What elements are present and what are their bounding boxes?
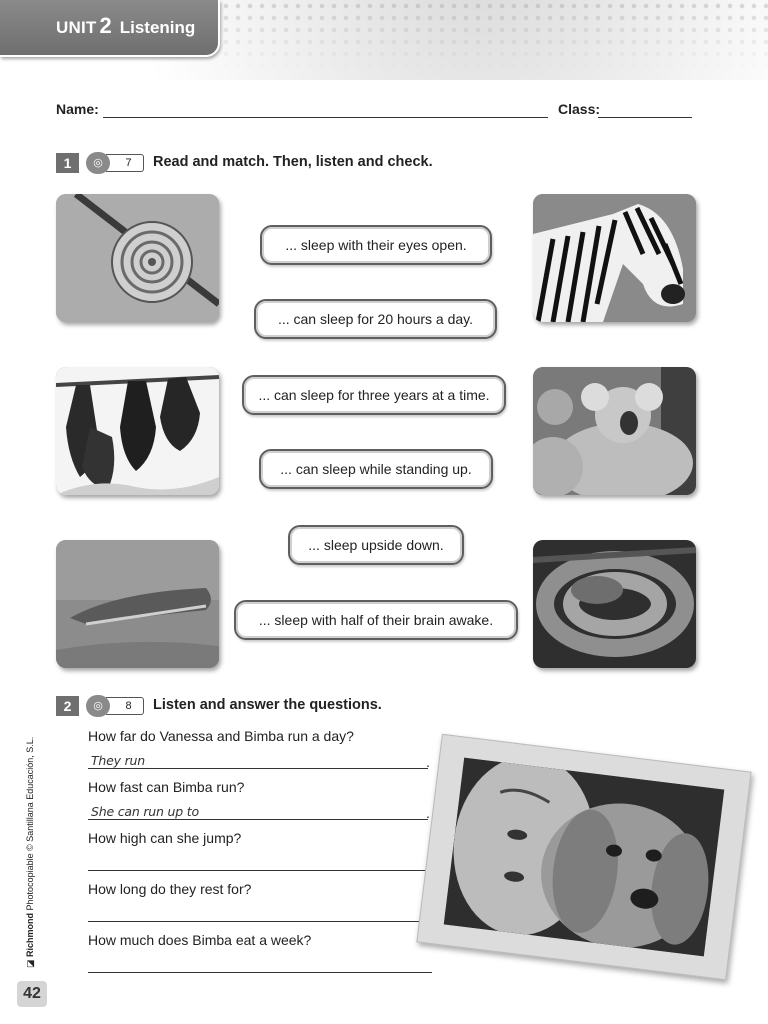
question-text: How long do they rest for? (88, 881, 252, 897)
unit-label: UNIT (56, 18, 97, 37)
phrase-card[interactable]: ... sleep with their eyes open. (260, 225, 492, 265)
class-label: Class: (558, 101, 601, 117)
cd-icon: ◎ (86, 695, 110, 717)
exercise-number: 2 (56, 696, 79, 716)
question-text: How far do Vanessa and Bimba run a day? (88, 728, 354, 744)
answer-text[interactable]: She can run up to (91, 804, 199, 819)
cd-icon: ◎ (86, 152, 110, 174)
exercise-number: 1 (56, 153, 79, 173)
phrase-card[interactable]: ... can sleep while standing up. (259, 449, 493, 489)
koala-photo (533, 367, 696, 495)
audio-track[interactable] (86, 695, 146, 717)
girl-and-dog-photo (416, 734, 751, 980)
snake-photo (533, 540, 696, 668)
question-text: How much does Bimba eat a week? (88, 932, 312, 948)
track-number: 8 (106, 697, 144, 715)
phrase-card[interactable]: ... sleep with half of their brain awake. (234, 600, 518, 640)
copyright-notice (25, 708, 36, 968)
name-class-row (56, 100, 696, 122)
audio-track[interactable] (86, 152, 146, 174)
question-text: How high can she jump? (88, 830, 242, 846)
name-field[interactable] (103, 117, 548, 118)
track-number: 7 (106, 154, 144, 172)
phrase-card[interactable]: ... can sleep for 20 hours a day. (254, 299, 497, 339)
answer-line[interactable] (88, 768, 428, 769)
zebra-photo (533, 194, 696, 322)
answer-period: . (426, 754, 430, 770)
brand-name: Richmond (25, 912, 35, 957)
answer-text[interactable]: They run (91, 753, 146, 768)
dolphin-photo (56, 540, 219, 668)
unit-tab (0, 0, 220, 57)
answer-period: . (426, 805, 430, 821)
phrase-card[interactable]: ... sleep upside down. (288, 525, 464, 565)
phrase-card[interactable]: ... can sleep for three years at a time. (242, 375, 506, 415)
exercise-instruction: Listen and answer the questions. (153, 697, 382, 713)
unit-topic: Listening (119, 18, 196, 37)
page-number: 42 (17, 981, 47, 1007)
question-text: How fast can Bimba run? (88, 779, 245, 795)
answer-line[interactable] (88, 921, 422, 922)
answer-line[interactable] (88, 819, 428, 820)
answer-line[interactable] (88, 870, 428, 871)
header-dot-pattern (220, 0, 768, 70)
class-field[interactable] (598, 117, 692, 118)
exercise-instruction: Read and match. Then, listen and check. (153, 154, 433, 170)
snail-photo (56, 194, 219, 322)
unit-number: 2 (99, 13, 112, 38)
bats-photo (56, 367, 219, 495)
richmond-logo-icon: ◪ (25, 959, 35, 968)
copyright-text: Photocopiable © Santillana Educación, S.L. (25, 736, 35, 911)
answer-line[interactable] (88, 972, 432, 973)
name-label: Name: (56, 101, 99, 117)
